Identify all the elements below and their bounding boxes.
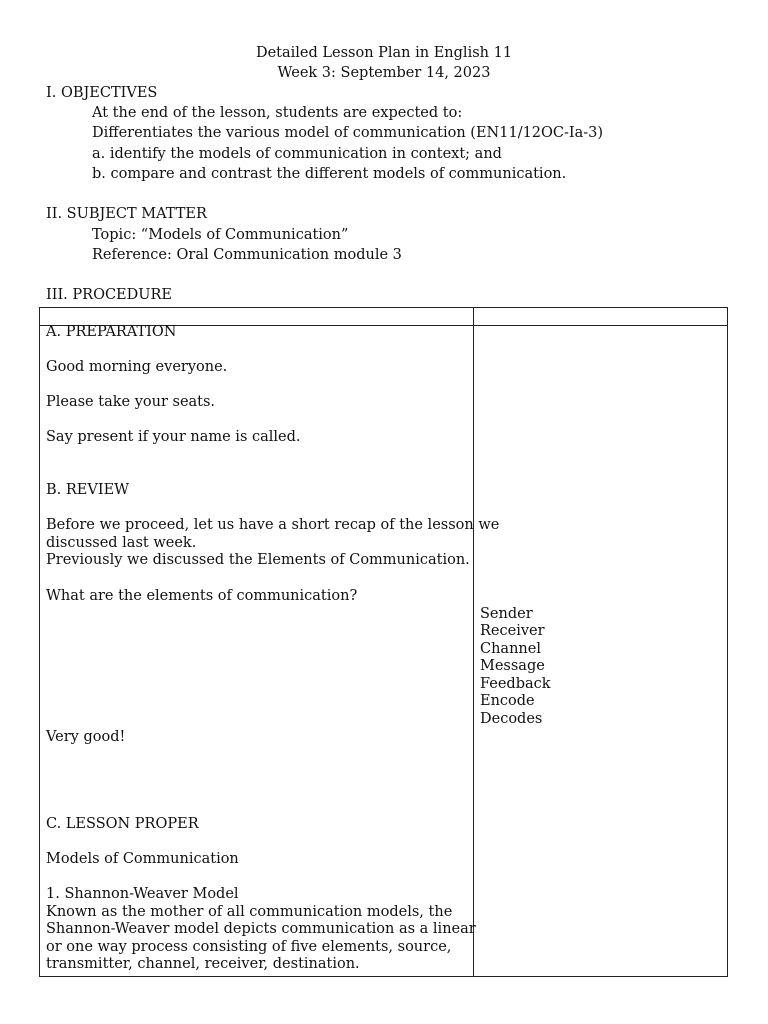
preparation-attendance: Say present if your name is called. (46, 429, 301, 445)
model-title: 1. Shannon-Weaver Model (46, 886, 239, 902)
preparation-heading: A. PREPARATION (46, 324, 177, 340)
answer-item: Feedback (480, 676, 551, 692)
objectives-intro: At the end of the lesson, students are expected to: (92, 105, 463, 121)
objectives-heading: I. OBJECTIVES (46, 85, 158, 101)
review-recap-line-2: discussed last week. (46, 535, 197, 551)
document-date: Week 3: September 14, 2023 (277, 65, 491, 81)
model-description-line: Shannon-Weaver model depicts communication as a linear (46, 921, 476, 937)
review-recap-line-1: Before we proceed, let us have a short recap of the lesson we (46, 517, 500, 533)
answer-item: Decodes (480, 711, 543, 727)
subject-matter-heading: II. SUBJECT MATTER (46, 206, 207, 222)
subject-topic: Topic: “Models of Communication” (92, 227, 349, 243)
model-description-line: transmitter, channel, receiver, destination. (46, 956, 360, 972)
review-praise: Very good! (46, 729, 126, 745)
preparation-greeting: Good morning everyone. (46, 359, 228, 375)
objectives-competency: Differentiates the various model of communication (EN11/12OC-Ia-3) (92, 125, 604, 141)
preparation-seats: Please take your seats. (46, 394, 216, 410)
review-recap-line-3: Previously we discussed the Elements of Communication. (46, 552, 470, 568)
answer-item: Encode (480, 693, 535, 709)
lesson-proper-subheading: Models of Communication (46, 851, 239, 867)
model-description-line: or one way process consisting of five elements, source, (46, 939, 452, 955)
objective-item-b: b. compare and contrast the different models of communication. (92, 166, 567, 182)
document-title: Detailed Lesson Plan in English 11 (255, 45, 513, 61)
subject-reference: Reference: Oral Communication module 3 (92, 247, 402, 263)
answer-item: Message (480, 658, 545, 674)
model-description-line: Known as the mother of all communication models, the (46, 904, 453, 920)
table-column-divider (473, 308, 474, 976)
objective-item-a: a. identify the models of communication in context; and (92, 146, 502, 162)
review-heading: B. REVIEW (46, 482, 130, 498)
procedure-heading: III. PROCEDURE (46, 287, 172, 303)
review-question: What are the elements of communication? (46, 588, 358, 604)
answer-item: Channel (480, 641, 541, 657)
lesson-proper-heading: C. LESSON PROPER (46, 816, 199, 832)
answer-item: Receiver (480, 623, 545, 639)
answer-item: Sender (480, 606, 533, 622)
